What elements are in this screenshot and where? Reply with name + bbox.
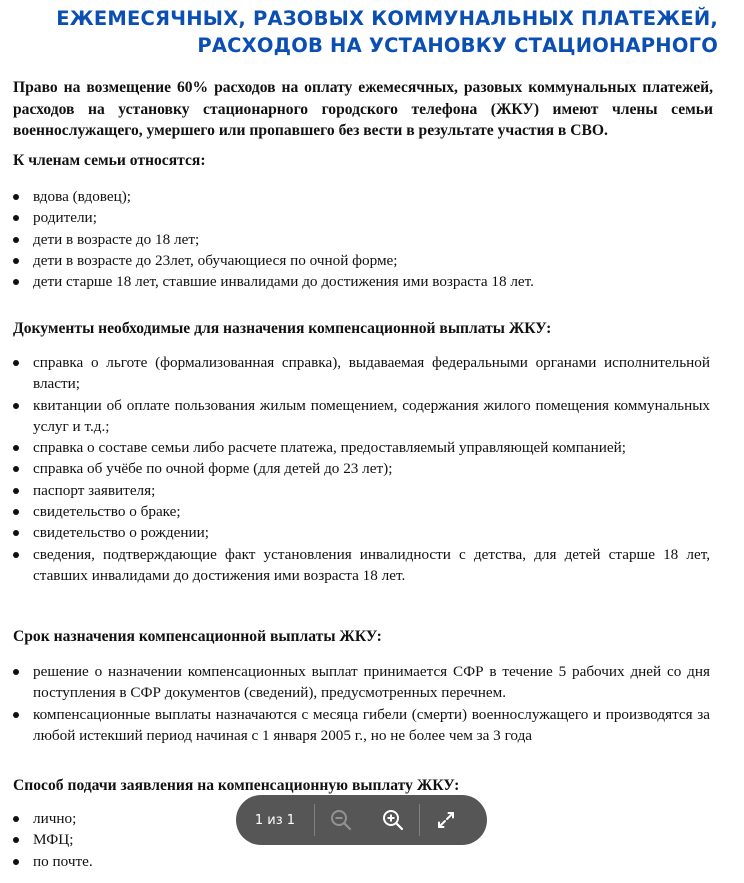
list-item-text: справка о льготе (формализованная справка), выдаваемая федеральными органами исполнительной власти;: [33, 354, 710, 393]
list-item: [13, 704, 710, 747]
list-item: [13, 661, 710, 704]
list-item: [13, 207, 710, 228]
heading-line-2: РАСХОДОВ НА УСТАНОВКУ СТАЦИОНАРНОГО: [197, 34, 718, 57]
list-item: [13, 851, 710, 872]
list-item-text: квитанции об оплате пользования жилым помещением, содержания жилого помещения коммунальных услуг и т.д.;: [33, 396, 710, 435]
section-title-documents: Документы необходимые для назначения компенсационной выплаты ЖКУ:: [13, 320, 552, 337]
expand-icon: [435, 809, 457, 831]
list-item: [13, 522, 710, 543]
bullet-icon: [13, 669, 19, 675]
bullet-icon: [13, 466, 19, 472]
list-item-text: паспорт заявителя;: [33, 481, 156, 499]
list-item: [13, 501, 710, 522]
zoom-in-button[interactable]: [367, 795, 419, 845]
terms-list: [13, 661, 710, 746]
bullet-icon: [13, 258, 19, 264]
bullet-icon: [13, 403, 19, 409]
section-title-terms: Срок назначения компенсационной выплаты ЖКУ:: [13, 628, 382, 645]
list-item-text: лично;: [33, 810, 77, 827]
heading-line-1: ЕЖЕМЕСЯЧНЫХ, РАЗОВЫХ КОММУНАЛЬНЫХ ПЛАТЕЖЕЙ,: [56, 7, 718, 30]
list-item-text: по почте.: [33, 852, 93, 870]
bullet-icon: [13, 194, 19, 200]
zoom-in-icon: [382, 809, 404, 831]
fullscreen-button[interactable]: [420, 795, 472, 845]
documents-list: [13, 352, 710, 586]
list-item-text: сведения, подтверждающие факт установления инвалидности с детства, для детей старше 18 лет, ставших инвалидами до достижения ими возраста 18 лет.: [33, 545, 710, 584]
list-item: [13, 271, 710, 292]
document-heading: [18, 5, 718, 59]
bullet-icon: [13, 488, 19, 494]
bullet-icon: [13, 859, 19, 865]
list-item-text: справка об учёбе по очной форме (для детей до 23 лет);: [33, 460, 393, 478]
list-item-text: дети в возрасте до 23лет, обучающиеся по очной форме;: [33, 251, 398, 269]
bullet-icon: [13, 445, 19, 451]
list-item-text: компенсационные выплаты назначаются с месяца гибели (смерти) военнослужащего и производятся за любой истекший период начиная с 1 января 2005 г., но не более чем за 3 года: [33, 705, 710, 744]
list-item: [13, 458, 710, 479]
bullet-icon: [13, 237, 19, 243]
list-item: [13, 250, 710, 271]
bullet-icon: [13, 215, 19, 221]
list-item-text: свидетельство о браке;: [33, 503, 181, 521]
zoom-out-button[interactable]: [315, 795, 367, 845]
section-title-submission: Способ подачи заявления на компенсационную выплату ЖКУ:: [13, 777, 460, 794]
bullet-icon: [13, 712, 19, 718]
section-title-family-members: К членам семьи относятся:: [13, 152, 206, 169]
list-item: [13, 229, 710, 250]
list-item-text: вдова (вдовец);: [33, 188, 132, 205]
bullet-icon: [13, 509, 19, 515]
list-item: [13, 352, 710, 395]
list-item-text: дети в возрасте до 18 лет;: [33, 230, 200, 248]
bullet-icon: [13, 816, 19, 822]
list-item-text: родители;: [33, 209, 97, 227]
bullet-icon: [13, 530, 19, 536]
intro-paragraph: Право на возмещение 60% расходов на оплату ежемесячных, разовых коммунальных платежей, расходов на установку стационарного городского телефона (ЖКУ) имеют члены семьи военнослужащего, умершего или пропавшего без вести в результате участия в СВО.: [13, 79, 713, 139]
list-item-text: дети старше 18 лет, ставшие инвалидами до достижения ими возраста 18 лет.: [33, 273, 534, 291]
list-item: [13, 480, 710, 501]
list-item: [13, 395, 710, 438]
list-item-text: справка о составе семьи либо расчете платежа, предоставляемый управляющей компанией;: [33, 439, 626, 457]
family-members-list: [13, 186, 710, 292]
bullet-icon: [13, 552, 19, 558]
page-indicator: 1 из 1: [254, 812, 296, 828]
list-item: [13, 186, 710, 207]
viewer-toolbar: [236, 795, 487, 845]
zoom-out-icon: [330, 809, 352, 831]
list-item: [13, 544, 710, 587]
list-item-text: МФЦ;: [33, 831, 74, 849]
list-item-text: решение о назначении компенсационных выплат принимается СФР в течение 5 рабочих дней со дня поступления в СФР документов (сведений), предусмотренных перечнем.: [33, 663, 710, 702]
bullet-icon: [13, 837, 19, 843]
list-item-text: свидетельство о рождении;: [33, 524, 209, 542]
bullet-icon: [13, 279, 19, 285]
bullet-icon: [13, 360, 19, 366]
list-item: [13, 437, 710, 458]
